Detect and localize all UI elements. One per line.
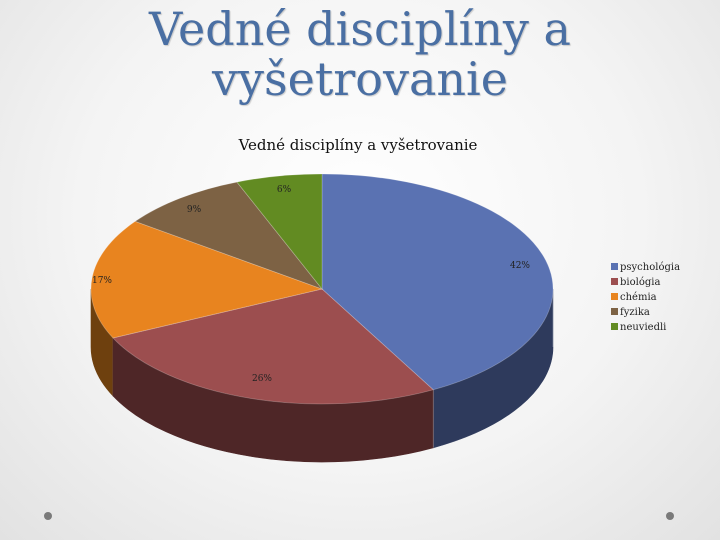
- data-label-chémia: 17%: [91, 276, 113, 286]
- legend-label-fyzika: fyzika: [620, 307, 650, 318]
- legend-swatch-biológia: [611, 278, 618, 285]
- legend-label-neuviedli: neuviedli: [620, 322, 667, 333]
- slide-title-line-2: vyšetrovanie: [212, 52, 508, 106]
- slide-title-line-1: Vedné disciplíny a: [149, 2, 571, 56]
- data-label-fyzika: 9%: [186, 205, 202, 215]
- legend-label-biológia: biológia: [620, 277, 661, 288]
- legend-swatch-chémia: [611, 293, 618, 300]
- legend-label-psychológia: psychológia: [620, 262, 681, 273]
- legend-swatch-neuviedli: [611, 323, 618, 330]
- data-label-psychológia: 42%: [509, 261, 531, 271]
- left-nav-dot: [44, 512, 52, 520]
- legend-label-chémia: chémia: [620, 292, 657, 303]
- chart-title: Vedné disciplíny a vyšetrovanie: [238, 136, 478, 154]
- data-label-biológia: 26%: [251, 374, 273, 384]
- data-label-neuviedli: 6%: [276, 185, 292, 195]
- legend-swatch-psychológia: [611, 263, 618, 270]
- legend-swatch-fyzika: [611, 308, 618, 315]
- right-nav-dot: [666, 512, 674, 520]
- chart-legend: [611, 262, 680, 333]
- pie-tops: [91, 174, 553, 404]
